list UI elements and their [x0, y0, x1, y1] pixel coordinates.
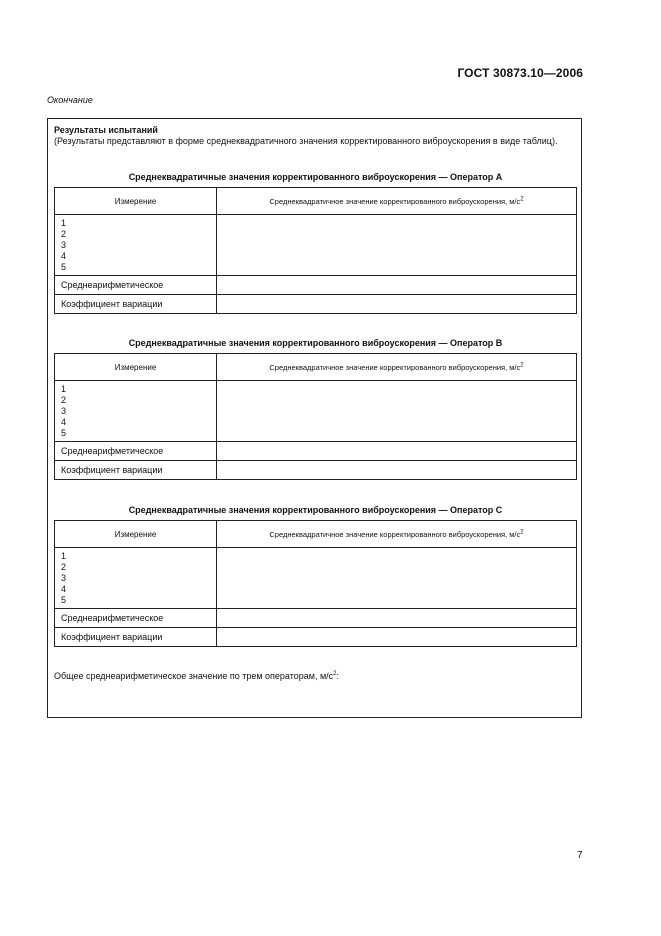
- page-number: 7: [577, 850, 583, 861]
- cv-label: Коэффициент вариации: [55, 628, 217, 647]
- measurement-numbers: [55, 215, 217, 276]
- operator-c-block: [54, 504, 577, 647]
- operator-b-block: [54, 337, 577, 480]
- measurement-number: 5: [61, 427, 67, 438]
- unit-superscript: 2: [333, 671, 337, 677]
- cv-value-cell: [217, 628, 577, 647]
- mean-label: Среднеарифметическое: [55, 442, 217, 461]
- cv-label: Коэффициент вариации: [55, 295, 217, 314]
- operator-c-table: [54, 520, 577, 647]
- cv-label: Коэффициент вариации: [55, 461, 217, 480]
- operator-b-table: [54, 353, 577, 480]
- measurement-values-cell: [217, 548, 577, 609]
- measurement-header: Измерение: [55, 354, 217, 381]
- value-header: [217, 354, 577, 381]
- measurement-number: 5: [61, 594, 67, 605]
- cv-value-cell: [217, 461, 577, 480]
- value-header-text: Среднеквадратичное значение корректированного виброускорения, м/с: [269, 529, 521, 539]
- table-header-row: [55, 188, 577, 215]
- measurement-numbers: [55, 381, 217, 442]
- standard-code: ГОСТ 30873.10—2006: [457, 66, 583, 80]
- value-header: [217, 188, 577, 215]
- mean-row: [55, 442, 577, 461]
- measurements-row: [55, 548, 577, 609]
- cv-value-cell: [217, 295, 577, 314]
- measurement-number: 2: [61, 561, 67, 572]
- measurement-number: 3: [61, 572, 67, 583]
- overall-mean-label: Общее среднеарифметическое значение по трем операторам, м/с: [54, 671, 334, 681]
- cv-row: [55, 295, 577, 314]
- value-header: [217, 521, 577, 548]
- measurement-number: 3: [61, 405, 67, 416]
- mean-value-cell: [217, 276, 577, 295]
- mean-label: Среднеарифметическое: [55, 276, 217, 295]
- results-title: Результаты испытаний: [54, 125, 158, 135]
- measurement-header: Измерение: [55, 188, 217, 215]
- unit-superscript: 2: [520, 362, 524, 368]
- measurement-number: 2: [61, 394, 67, 405]
- mean-row: [55, 276, 577, 295]
- table-caption: Среднеквадратичные значения корректированного виброускорения — Оператор В: [128, 338, 503, 348]
- table-header-row: [55, 521, 577, 548]
- value-header-text: Среднеквадратичное значение корректированного виброускорения, м/с: [269, 196, 521, 206]
- measurement-numbers: [55, 548, 217, 609]
- measurement-values-cell: [217, 381, 577, 442]
- table-header-row: [55, 354, 577, 381]
- measurement-number: 2: [61, 228, 67, 239]
- continuation-label: Окончание: [47, 95, 93, 105]
- overall-mean-colon: :: [336, 671, 340, 681]
- unit-superscript: 2: [520, 529, 524, 535]
- results-description: (Результаты представляют в форме среднеквадратичного значения корректированного виброускорения в виде таблиц).: [54, 136, 558, 146]
- cv-row: [55, 461, 577, 480]
- measurement-number: 5: [61, 261, 67, 272]
- measurement-values-cell: [217, 215, 577, 276]
- measurements-row: [55, 215, 577, 276]
- measurement-header: Измерение: [55, 521, 217, 548]
- measurement-number: 1: [61, 383, 67, 394]
- mean-value-cell: [217, 442, 577, 461]
- measurement-number: 1: [61, 217, 67, 228]
- measurement-number: 4: [61, 416, 67, 427]
- unit-superscript: 2: [520, 196, 524, 202]
- table-caption: Среднеквадратичные значения корректированного виброускорения — Оператор А: [128, 172, 503, 182]
- operator-a-table: [54, 187, 577, 314]
- measurement-number: 4: [61, 583, 67, 594]
- mean-value-cell: [217, 609, 577, 628]
- overall-mean-line: [54, 671, 339, 681]
- operator-a-block: [54, 171, 577, 314]
- mean-row: [55, 609, 577, 628]
- value-header-text: Среднеквадратичное значение корректированного виброускорения, м/с: [269, 362, 521, 372]
- table-caption: Среднеквадратичные значения корректированного виброускорения — Оператор С: [128, 505, 503, 515]
- results-frame: [47, 118, 582, 718]
- cv-row: [55, 628, 577, 647]
- measurement-number: 1: [61, 550, 67, 561]
- measurement-number: 4: [61, 250, 67, 261]
- measurement-number: 3: [61, 239, 67, 250]
- mean-label: Среднеарифметическое: [55, 609, 217, 628]
- measurements-row: [55, 381, 577, 442]
